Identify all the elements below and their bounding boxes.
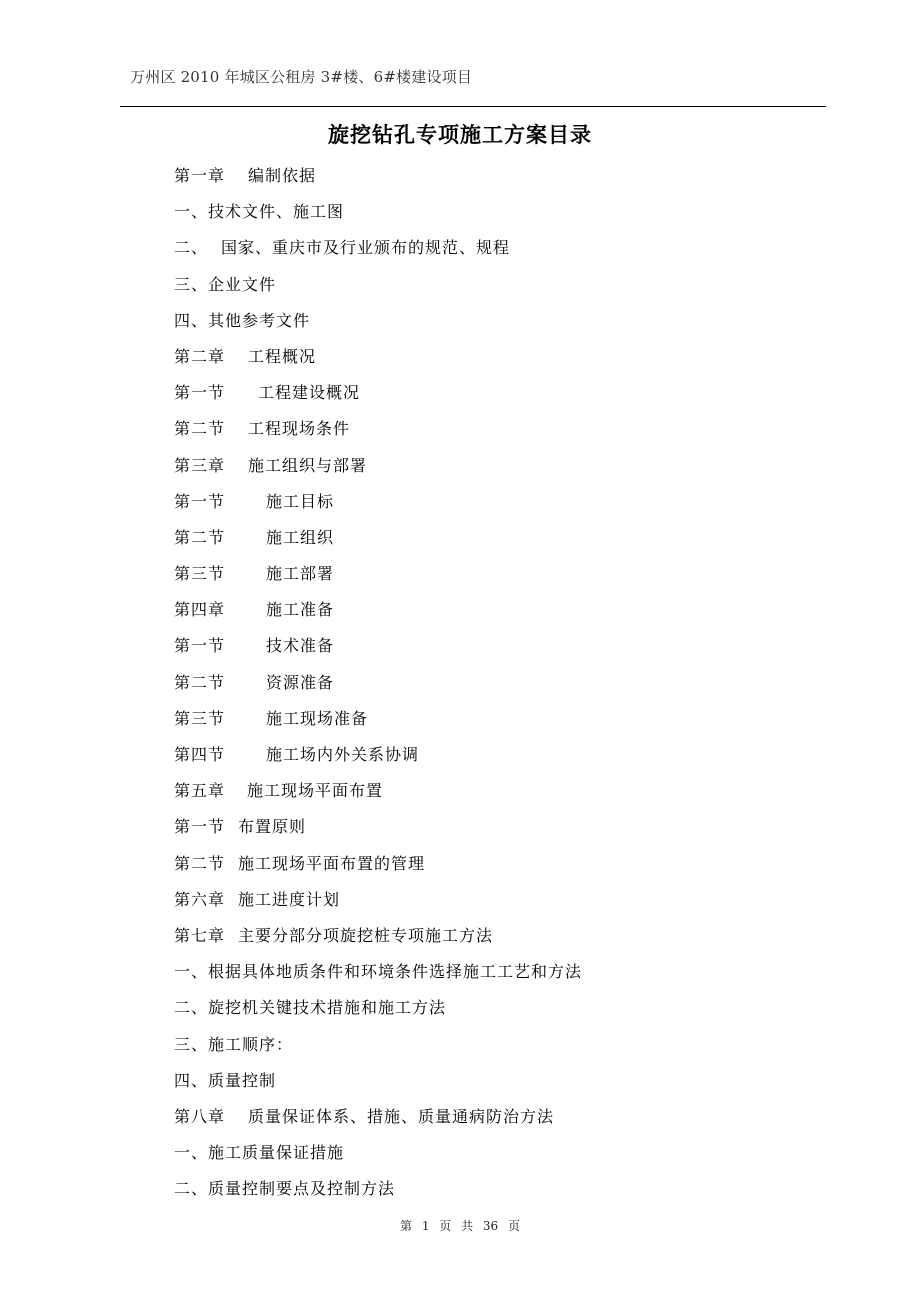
- toc-label: 第二节: [174, 419, 226, 439]
- toc-text: 旋挖机关键技术措施和施工方法: [208, 998, 447, 1018]
- toc-label: 一、: [174, 962, 209, 982]
- toc-text: 布置原则: [238, 817, 307, 837]
- toc-entry: [174, 272, 582, 308]
- toc-label: 第二章: [174, 346, 226, 366]
- toc-text: 国家、重庆市及行业颁布的规范、规程: [221, 238, 511, 258]
- toc-text: 施工顺序：: [208, 1034, 294, 1054]
- toc-text: 施工现场平面布置的管理: [238, 853, 426, 873]
- toc-entry: [174, 1032, 582, 1068]
- toc-label: 第一节: [174, 383, 226, 403]
- toc-entry: [174, 344, 582, 380]
- toc-entry: [174, 163, 582, 199]
- page-header: 万州区 2010 年城区公租房 3#楼、6#楼建设项目: [130, 68, 473, 86]
- toc-entry: [174, 380, 582, 416]
- document-title: 旋挖钻孔专项施工方案目录: [328, 122, 592, 147]
- toc-label: 第五章: [174, 781, 226, 801]
- toc-entry: [174, 742, 582, 778]
- toc-label: 第二节: [174, 853, 226, 873]
- toc-entry: [174, 489, 582, 525]
- toc-label: 第四节: [174, 745, 226, 764]
- toc-label: 第七章: [174, 925, 226, 945]
- toc-entry: [174, 887, 582, 923]
- toc-text: 施工场内外关系协调: [266, 745, 420, 764]
- toc-label: 二、: [174, 238, 209, 258]
- toc-entry: [174, 633, 582, 669]
- toc-entry: [174, 995, 582, 1031]
- toc-text: 其他参考文件: [208, 310, 311, 330]
- toc-text: 施工部署: [266, 564, 335, 584]
- toc-entry: [174, 778, 582, 814]
- toc-text: 技术准备: [266, 636, 335, 656]
- toc-entry: [174, 1140, 582, 1176]
- toc-text: 根据具体地质条件和环境条件选择施工工艺和方法: [208, 962, 583, 982]
- toc-text: 施工准备: [266, 600, 335, 620]
- toc-entry: [174, 1176, 582, 1212]
- toc-entry: [174, 851, 582, 887]
- toc-label: 二、: [174, 998, 209, 1018]
- toc-text: 工程建设概况: [258, 383, 361, 403]
- toc-label: 一、: [174, 202, 209, 222]
- toc-text: 企业文件: [208, 274, 277, 294]
- toc-entry: [174, 706, 582, 742]
- toc-text: 质量保证体系、措施、质量通病防治方法: [248, 1106, 555, 1126]
- toc-label: 第一节: [174, 491, 226, 511]
- toc-label: 第三节: [174, 564, 226, 584]
- toc-text: 技术文件、施工图: [208, 202, 345, 222]
- toc-entry: [174, 597, 582, 633]
- toc-entry: [174, 923, 582, 959]
- toc-text: 施工现场准备: [266, 708, 369, 728]
- toc-text: 工程现场条件: [248, 419, 351, 439]
- toc-label: 三、: [174, 274, 209, 294]
- toc-entry: [174, 814, 582, 850]
- toc-entry: [174, 1068, 582, 1104]
- toc-label: 第四章: [174, 600, 226, 620]
- toc-text: 施工目标: [266, 491, 335, 511]
- toc-entry: [174, 235, 582, 271]
- toc-entry: [174, 1104, 582, 1140]
- toc-label: 第三节: [174, 708, 226, 728]
- toc-label: 第六章: [174, 889, 226, 909]
- toc-text: 施工组织与部署: [248, 455, 368, 475]
- toc-text: 施工进度计划: [238, 889, 341, 909]
- table-of-contents: [174, 163, 582, 1212]
- toc-text: 资源准备: [266, 672, 335, 692]
- toc-label: 三、: [174, 1034, 209, 1054]
- toc-label: 第一节: [174, 817, 226, 837]
- toc-label: 第一章: [174, 166, 226, 185]
- toc-label: 二、: [174, 1179, 209, 1199]
- toc-entry: [174, 525, 582, 561]
- toc-label: 第二节: [174, 672, 226, 692]
- toc-entry: [174, 561, 582, 597]
- toc-entry: [174, 416, 582, 452]
- toc-label: 四、: [174, 1070, 209, 1090]
- header-divider: [120, 106, 826, 107]
- toc-label: 第一节: [174, 636, 226, 656]
- toc-entry: [174, 453, 582, 489]
- toc-label: 四、: [174, 310, 209, 330]
- toc-label: 第二节: [174, 527, 226, 547]
- toc-text: 施工现场平面布置: [247, 781, 384, 801]
- toc-text: 质量控制要点及控制方法: [208, 1179, 396, 1199]
- toc-label: 第三章: [174, 455, 226, 475]
- toc-entry: [174, 199, 582, 235]
- toc-text: 工程概况: [248, 346, 317, 366]
- toc-text: 主要分部分项旋挖桩专项施工方法: [238, 925, 494, 945]
- toc-text: 质量控制: [208, 1070, 277, 1090]
- toc-text: 施工质量保证措施: [208, 1143, 345, 1163]
- toc-entry: [174, 959, 582, 995]
- toc-entry: [174, 308, 582, 344]
- toc-text: 施工组织: [266, 527, 335, 547]
- toc-label: 一、: [174, 1143, 209, 1163]
- page-number-footer: 第 1 页 共 36 页: [400, 1219, 520, 1233]
- toc-label: 第八章: [174, 1106, 226, 1126]
- toc-entry: [174, 670, 582, 706]
- toc-text: 编制依据: [248, 166, 317, 185]
